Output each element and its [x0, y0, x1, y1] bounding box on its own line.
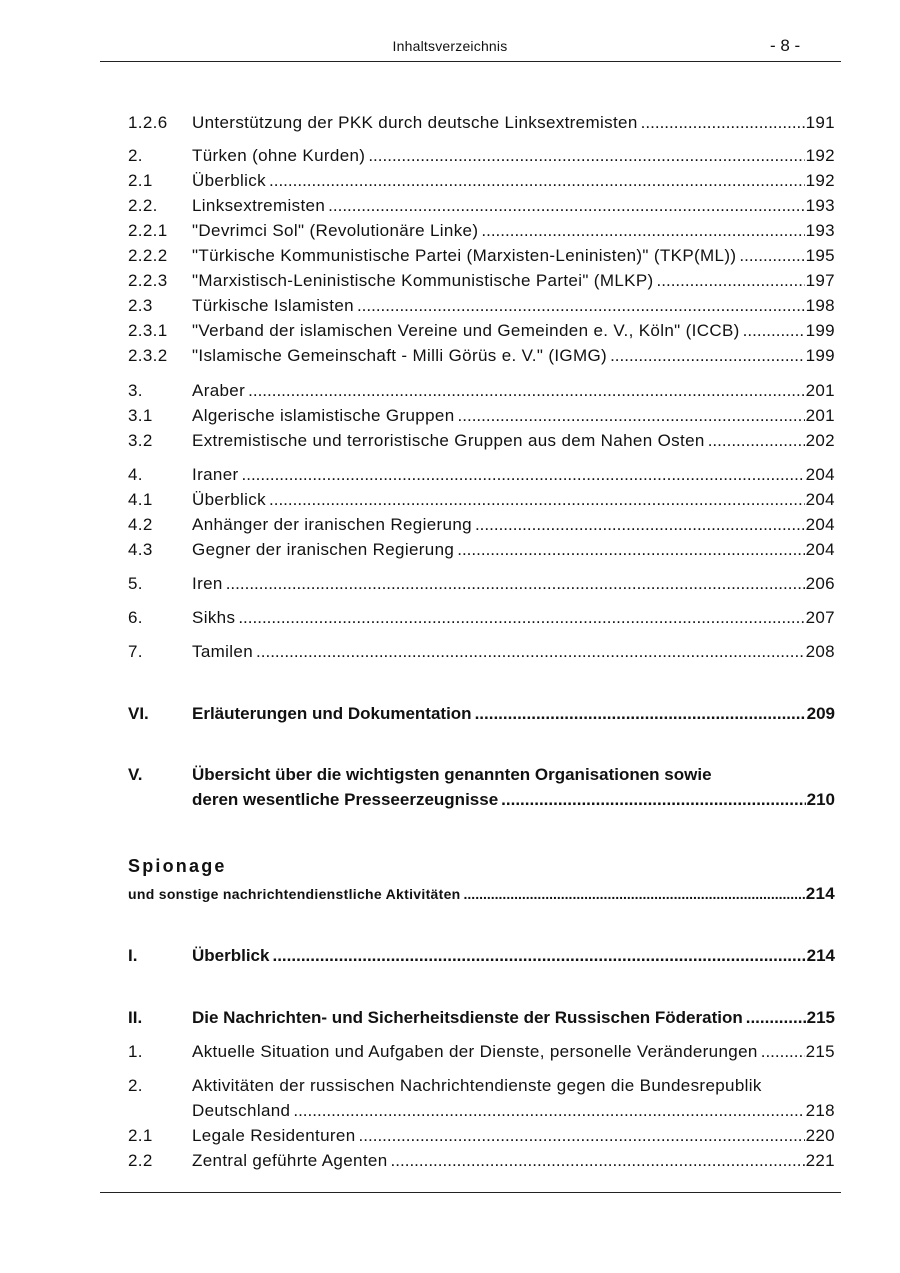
- toc-entry[interactable]: [128, 639, 835, 664]
- toc-num: 2.2.2: [128, 246, 168, 265]
- leader-dots: [357, 293, 805, 318]
- toc-page: 193: [805, 221, 835, 240]
- toc-entry[interactable]: [128, 571, 835, 596]
- toc-page: 204: [805, 490, 835, 509]
- toc-page: 191: [805, 113, 835, 132]
- toc-text: Iren: [192, 574, 223, 593]
- toc-page: 197: [805, 271, 835, 290]
- leader-dots: [464, 882, 805, 907]
- toc-num: 2.: [128, 1076, 143, 1095]
- leader-dots: [238, 605, 804, 630]
- toc-num: 4.3: [128, 540, 153, 559]
- toc-entry[interactable]: [128, 293, 835, 318]
- toc-entry[interactable]: [128, 512, 835, 537]
- toc-page: 201: [805, 406, 835, 425]
- toc-num: 3.: [128, 381, 143, 400]
- part-title-spionage: Spionage: [128, 856, 227, 876]
- toc-text: "Islamische Gemeinschaft - Milli Görüs e. V." (IGMG): [192, 346, 608, 365]
- toc-page: 202: [805, 431, 835, 450]
- leader-dots: [475, 512, 805, 537]
- toc-text: Erläuterungen und Dokumentation: [192, 704, 472, 723]
- toc-text: Anhänger der iranischen Regierung: [192, 515, 472, 534]
- toc-num: 2.3.2: [128, 346, 168, 365]
- toc-num: 4.1: [128, 490, 153, 509]
- toc-entry[interactable]: [128, 193, 835, 218]
- leader-dots: [641, 110, 805, 135]
- toc-page: 218: [805, 1101, 835, 1120]
- toc-num: 1.2.6: [128, 113, 168, 132]
- toc-text: Legale Residenturen: [192, 1126, 356, 1145]
- toc-entry[interactable]: [128, 343, 835, 368]
- header-page-number: - 8 -: [770, 36, 801, 55]
- toc-page: 199: [805, 321, 835, 340]
- leader-dots: [272, 943, 805, 968]
- toc-entry[interactable]: [128, 268, 835, 293]
- toc-page: 207: [805, 608, 835, 627]
- leader-dots: [743, 318, 805, 343]
- toc-page: 215: [805, 1042, 835, 1061]
- toc-num: 2.2.1: [128, 221, 168, 240]
- toc-num: 2.3.1: [128, 321, 168, 340]
- toc-num: 2.1: [128, 171, 153, 190]
- toc-entry[interactable]: [128, 168, 835, 193]
- toc-page: 204: [805, 540, 835, 559]
- toc-text: Extremistische und terroristische Gruppen aus dem Nahen Osten: [192, 431, 705, 450]
- toc-entry[interactable]: [128, 378, 835, 403]
- toc-entry[interactable]: [128, 1039, 835, 1064]
- toc-section-v[interactable]: [128, 762, 835, 812]
- leader-dots: [475, 701, 806, 726]
- toc-text-line1: Aktivitäten der russischen Nachrichtendienste gegen die Bundesrepublik: [192, 1076, 762, 1095]
- toc-text: und sonstige nachrichtendienstliche Aktivitäten: [128, 886, 461, 902]
- toc-text: "Marxistisch-Leninistische Kommunistische Partei" (MLKP): [192, 271, 654, 290]
- toc-num: V.: [128, 765, 143, 784]
- leader-dots: [328, 193, 804, 218]
- toc-num: I.: [128, 946, 138, 965]
- toc-num: 2.3: [128, 296, 153, 315]
- toc-page: 214: [806, 946, 835, 965]
- toc-page: 214: [805, 884, 835, 903]
- toc-text: Aktuelle Situation und Aufgaben der Dienste, personelle Veränderungen: [192, 1042, 758, 1061]
- leader-dots: [359, 1123, 805, 1148]
- leader-dots: [746, 1005, 806, 1030]
- toc-text: Linksextremisten: [192, 196, 326, 215]
- leader-dots: [293, 1098, 804, 1123]
- toc-text: Sikhs: [192, 608, 236, 627]
- toc-entry[interactable]: [128, 428, 835, 453]
- footer-rule: [100, 1192, 841, 1193]
- toc-entry[interactable]: [128, 605, 835, 630]
- toc-page: 192: [805, 146, 835, 165]
- toc-text-line2: Deutschland: [192, 1101, 291, 1120]
- toc-text: Türkische Islamisten: [192, 296, 354, 315]
- leader-dots: [242, 462, 805, 487]
- leader-dots: [657, 268, 805, 293]
- leader-dots: [457, 537, 804, 562]
- toc-text: "Türkische Kommunistische Partei (Marxisten-Leninisten)" (TKP(ML)): [192, 246, 737, 265]
- toc-num: 2.2: [128, 1151, 153, 1170]
- toc-text: Die Nachrichten- und Sicherheitsdienste der Russischen Föderation: [192, 1008, 743, 1027]
- leader-dots: [368, 143, 804, 168]
- header-rule: [100, 61, 841, 62]
- leader-dots: [610, 343, 805, 368]
- leader-dots: [739, 243, 804, 268]
- toc-section-vi[interactable]: [128, 701, 835, 726]
- toc-page: 209: [806, 704, 835, 723]
- toc-num: 2.: [128, 146, 143, 165]
- part-subtitle[interactable]: [128, 881, 835, 907]
- leader-dots: [391, 1148, 805, 1173]
- toc-text: Überblick: [192, 171, 267, 190]
- toc-entry[interactable]: [128, 110, 835, 135]
- toc-page: 221: [805, 1151, 835, 1170]
- toc-page: 192: [805, 171, 835, 190]
- toc-entry[interactable]: [128, 537, 835, 562]
- toc-entry[interactable]: [128, 462, 835, 487]
- toc-entry[interactable]: [128, 1073, 835, 1123]
- toc-page: 199: [805, 346, 835, 365]
- toc-page: 215: [806, 1008, 835, 1027]
- toc-num: 6.: [128, 608, 143, 627]
- toc-num: 2.1: [128, 1126, 153, 1145]
- toc-entry[interactable]: [128, 487, 835, 512]
- toc-page: 204: [805, 515, 835, 534]
- toc-page: 210: [806, 790, 835, 809]
- toc-entry[interactable]: [128, 243, 835, 268]
- leader-dots: [269, 168, 805, 193]
- toc-entry[interactable]: [128, 1148, 835, 1173]
- toc-text-line2: deren wesentliche Presseerzeugnisse: [192, 790, 499, 809]
- toc-text: "Verband der islamischen Vereine und Gemeinden e. V., Köln" (ICCB): [192, 321, 740, 340]
- toc-text: Zentral geführte Agenten: [192, 1151, 388, 1170]
- toc-text: Türken (ohne Kurden): [192, 146, 366, 165]
- toc-entry[interactable]: [128, 218, 835, 243]
- leader-dots: [256, 639, 805, 664]
- toc-entry[interactable]: [128, 403, 835, 428]
- toc-text: Überblick: [192, 946, 270, 965]
- toc-num: 1.: [128, 1042, 143, 1061]
- toc-entry[interactable]: [128, 143, 835, 168]
- toc-num: 3.1: [128, 406, 153, 425]
- leader-dots: [501, 787, 805, 812]
- leader-dots: [481, 218, 804, 243]
- toc-text: Iraner: [192, 465, 239, 484]
- toc-page: 195: [805, 246, 835, 265]
- leader-dots: [269, 487, 805, 512]
- toc-num: 4.2: [128, 515, 153, 534]
- leader-dots: [248, 378, 804, 403]
- toc-page: 204: [805, 465, 835, 484]
- toc-num: 5.: [128, 574, 143, 593]
- toc-text: Araber: [192, 381, 246, 400]
- toc-page: 201: [805, 381, 835, 400]
- toc-text: Gegner der iranischen Regierung: [192, 540, 455, 559]
- toc-page: 193: [805, 196, 835, 215]
- toc-num: 4.: [128, 465, 143, 484]
- toc-text: Überblick: [192, 490, 267, 509]
- toc-entry[interactable]: [128, 1123, 835, 1148]
- header-title: Inhaltsverzeichnis: [392, 38, 508, 54]
- leader-dots: [761, 1039, 805, 1064]
- toc-num: 7.: [128, 642, 143, 661]
- toc-text-line1: Übersicht über die wichtigsten genannten Organisationen sowie: [192, 765, 712, 784]
- toc-section-ii[interactable]: [128, 1005, 835, 1030]
- leader-dots: [226, 571, 805, 596]
- toc-page: 208: [805, 642, 835, 661]
- toc-page: 206: [805, 574, 835, 593]
- toc-text: Tamilen: [192, 642, 254, 661]
- toc-num: 3.2: [128, 431, 153, 450]
- toc-text: Unterstützung der PKK durch deutsche Linksextremisten: [192, 113, 638, 132]
- toc-entry[interactable]: [128, 318, 835, 343]
- leader-dots: [708, 428, 805, 453]
- toc-text: Algerische islamistische Gruppen: [192, 406, 455, 425]
- toc-num: 2.2.: [128, 196, 158, 215]
- toc-num: 2.2.3: [128, 271, 168, 290]
- toc-section-i[interactable]: [128, 943, 835, 968]
- toc-num: II.: [128, 1008, 143, 1027]
- toc-text: "Devrimci Sol" (Revolutionäre Linke): [192, 221, 479, 240]
- toc-page: 198: [805, 296, 835, 315]
- leader-dots: [458, 403, 805, 428]
- toc-page: 220: [805, 1126, 835, 1145]
- toc-num: VI.: [128, 704, 149, 723]
